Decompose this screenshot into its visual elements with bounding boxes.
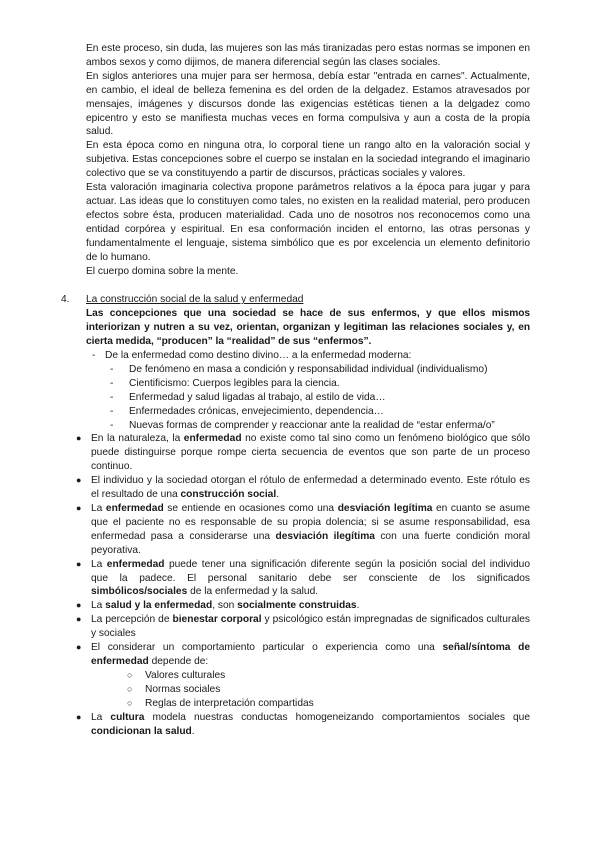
list-item: - Cientificismo: Cuerpos legibles para la ciencia. [110,377,340,389]
list-item: ● La salud y la enfermedad, son socialmente construidas. [76,600,360,612]
circle-marker: ○ [127,697,133,708]
document-body [61,42,531,738]
bullet-marker: ● [76,600,82,611]
dash-marker: - [110,363,114,375]
bullet-marker: ● [76,642,82,653]
list-item: - De la enfermedad como destino divino… a la enfermedad moderna: [92,350,412,362]
dash-list [86,349,530,432]
list-item: - Nuevas formas de comprender y reaccionar ante la realidad de “estar enferma/o” [110,419,495,431]
dash-marker: - [110,419,114,431]
bullet-marker: ● [76,558,82,569]
bullet-marker: ● [76,433,82,444]
paragraph: El cuerpo domina sobre la mente. [86,265,239,277]
dash-marker: - [92,350,96,362]
paragraph: Esta valoración imaginaria colectiva propone parámetros relativos a la época para jugar y para actuar. Las ideas que lo constituyen como tales, no existen en la realidad material, pero producen efectos sobre ésta, producen materialidad. Cada uno de nosotros nos reconocemos como una entidad corpórea y espiritual. En esa conformación inciden el entorno, las otras personas y fundamentalmente el lenguaje, sistema simbólico que es por excelencia un elemento definitorio de lo humano. [86,182,530,263]
section-heading [61,293,530,307]
paragraph: En este proceso, sin duda, las mujeres son las más tiranizadas pero estas normas se imponen en ambos sexos y como dijimos, de manera diferencial según las clases sociales. [86,43,530,68]
circle-marker: ○ [127,669,133,680]
circle-marker: ○ [127,683,133,694]
bullet-marker: ● [76,503,82,513]
list-item: - Enfermedad y salud ligadas al trabajo, al estilo de vida… [110,391,386,403]
list-item: ● El considerar un comportamiento particular o experiencia como una señal/síntoma de enfermedad depende de: [76,642,530,667]
list-item: ● La enfermedad puede tener una significación diferente según la posición social del individuo que la padece. El personal sanitario debe ser consciente de los significados simbólicos/sociales de la enfermedad y la salud. [76,558,530,598]
dash-marker: - [110,377,114,389]
bullet-marker: ● [76,475,82,486]
bullet-marker: ● [76,614,82,625]
list-item: ● En la naturaleza, la enfermedad no existe como tal sino como un fenómeno biológico que sólo puede distinguirse porque rompe cierta secuencia de eventos que son parte de un proceso continuo. [76,433,530,473]
list-item: ○ Valores culturales [127,669,226,681]
section-lead: Las concepciones que una sociedad se hace de sus enfermos, y que ellos mismos interiorizan y nutren a su vez, orientan, organizan y legitiman las relaciones sociales y, en cierta medida, “producen” la “realidad” de sus “enfermos”. [86,308,530,348]
list-item: ● El individuo y la sociedad otorgan el rótulo de enfermedad a determinado evento. Este rótulo es el resultado de una construcción social. [76,475,530,501]
section-number: 4. [61,294,70,306]
list-item: ○ Reglas de interpretación compartidas [127,697,314,709]
bullet-marker: ● [76,711,82,722]
bullet-list [76,432,531,668]
list-item: - Enfermedades crónicas, envejecimiento, dependencia… [110,405,384,417]
list-item: ● La enfermedad se entiende en ocasiones como una desviación legítima en cuanto se asume que el paciente no es responsable de su propia dolencia; si se asume responsabilidad, esa enfermedad pasa a considerarse una desviación ilegítima con una fuerte condición moral peyorativa. [76,503,530,556]
sub-list [86,669,530,711]
paragraph: En esta época como en ninguna otra, lo corporal tiene un rango alto en la valoración social y subjetiva. Estas concepciones sobre el cuerpo se instalan en la sociedad integrando el imaginario colectivo que se va constituyendo a partir de discursos, prácticas sociales y valores. [86,140,530,180]
list-item: ● La percepción de bienestar corporal y psicológico están impregnadas de significados culturales y sociales [76,614,531,640]
dash-marker: - [110,391,114,403]
bullet-list [76,711,530,739]
dash-marker: - [110,405,114,417]
list-item: ● La cultura modela nuestras conductas homogeneizando comportamientos sociales que condicionan la salud. [76,711,530,737]
list-item: ○ Normas sociales [127,683,221,695]
section-title: La construcción social de la salud y enfermedad [86,294,304,306]
paragraph: En siglos anteriores una mujer para ser hermosa, debía estar "entrada en carnes". Actualmente, en cambio, el ideal de belleza femenina es del orden de la delgadez. Estamos atravesados por mensajes, imágenes y discursos donde las exigencias estéticas tienen a la delgadez como epicentro y esto se manifiesta muchas veces en forma compulsiva y aun a costa de la propia salud. [86,70,530,138]
list-item: - De fenómeno en masa a condición y responsabilidad individual (individualismo) [110,363,488,375]
